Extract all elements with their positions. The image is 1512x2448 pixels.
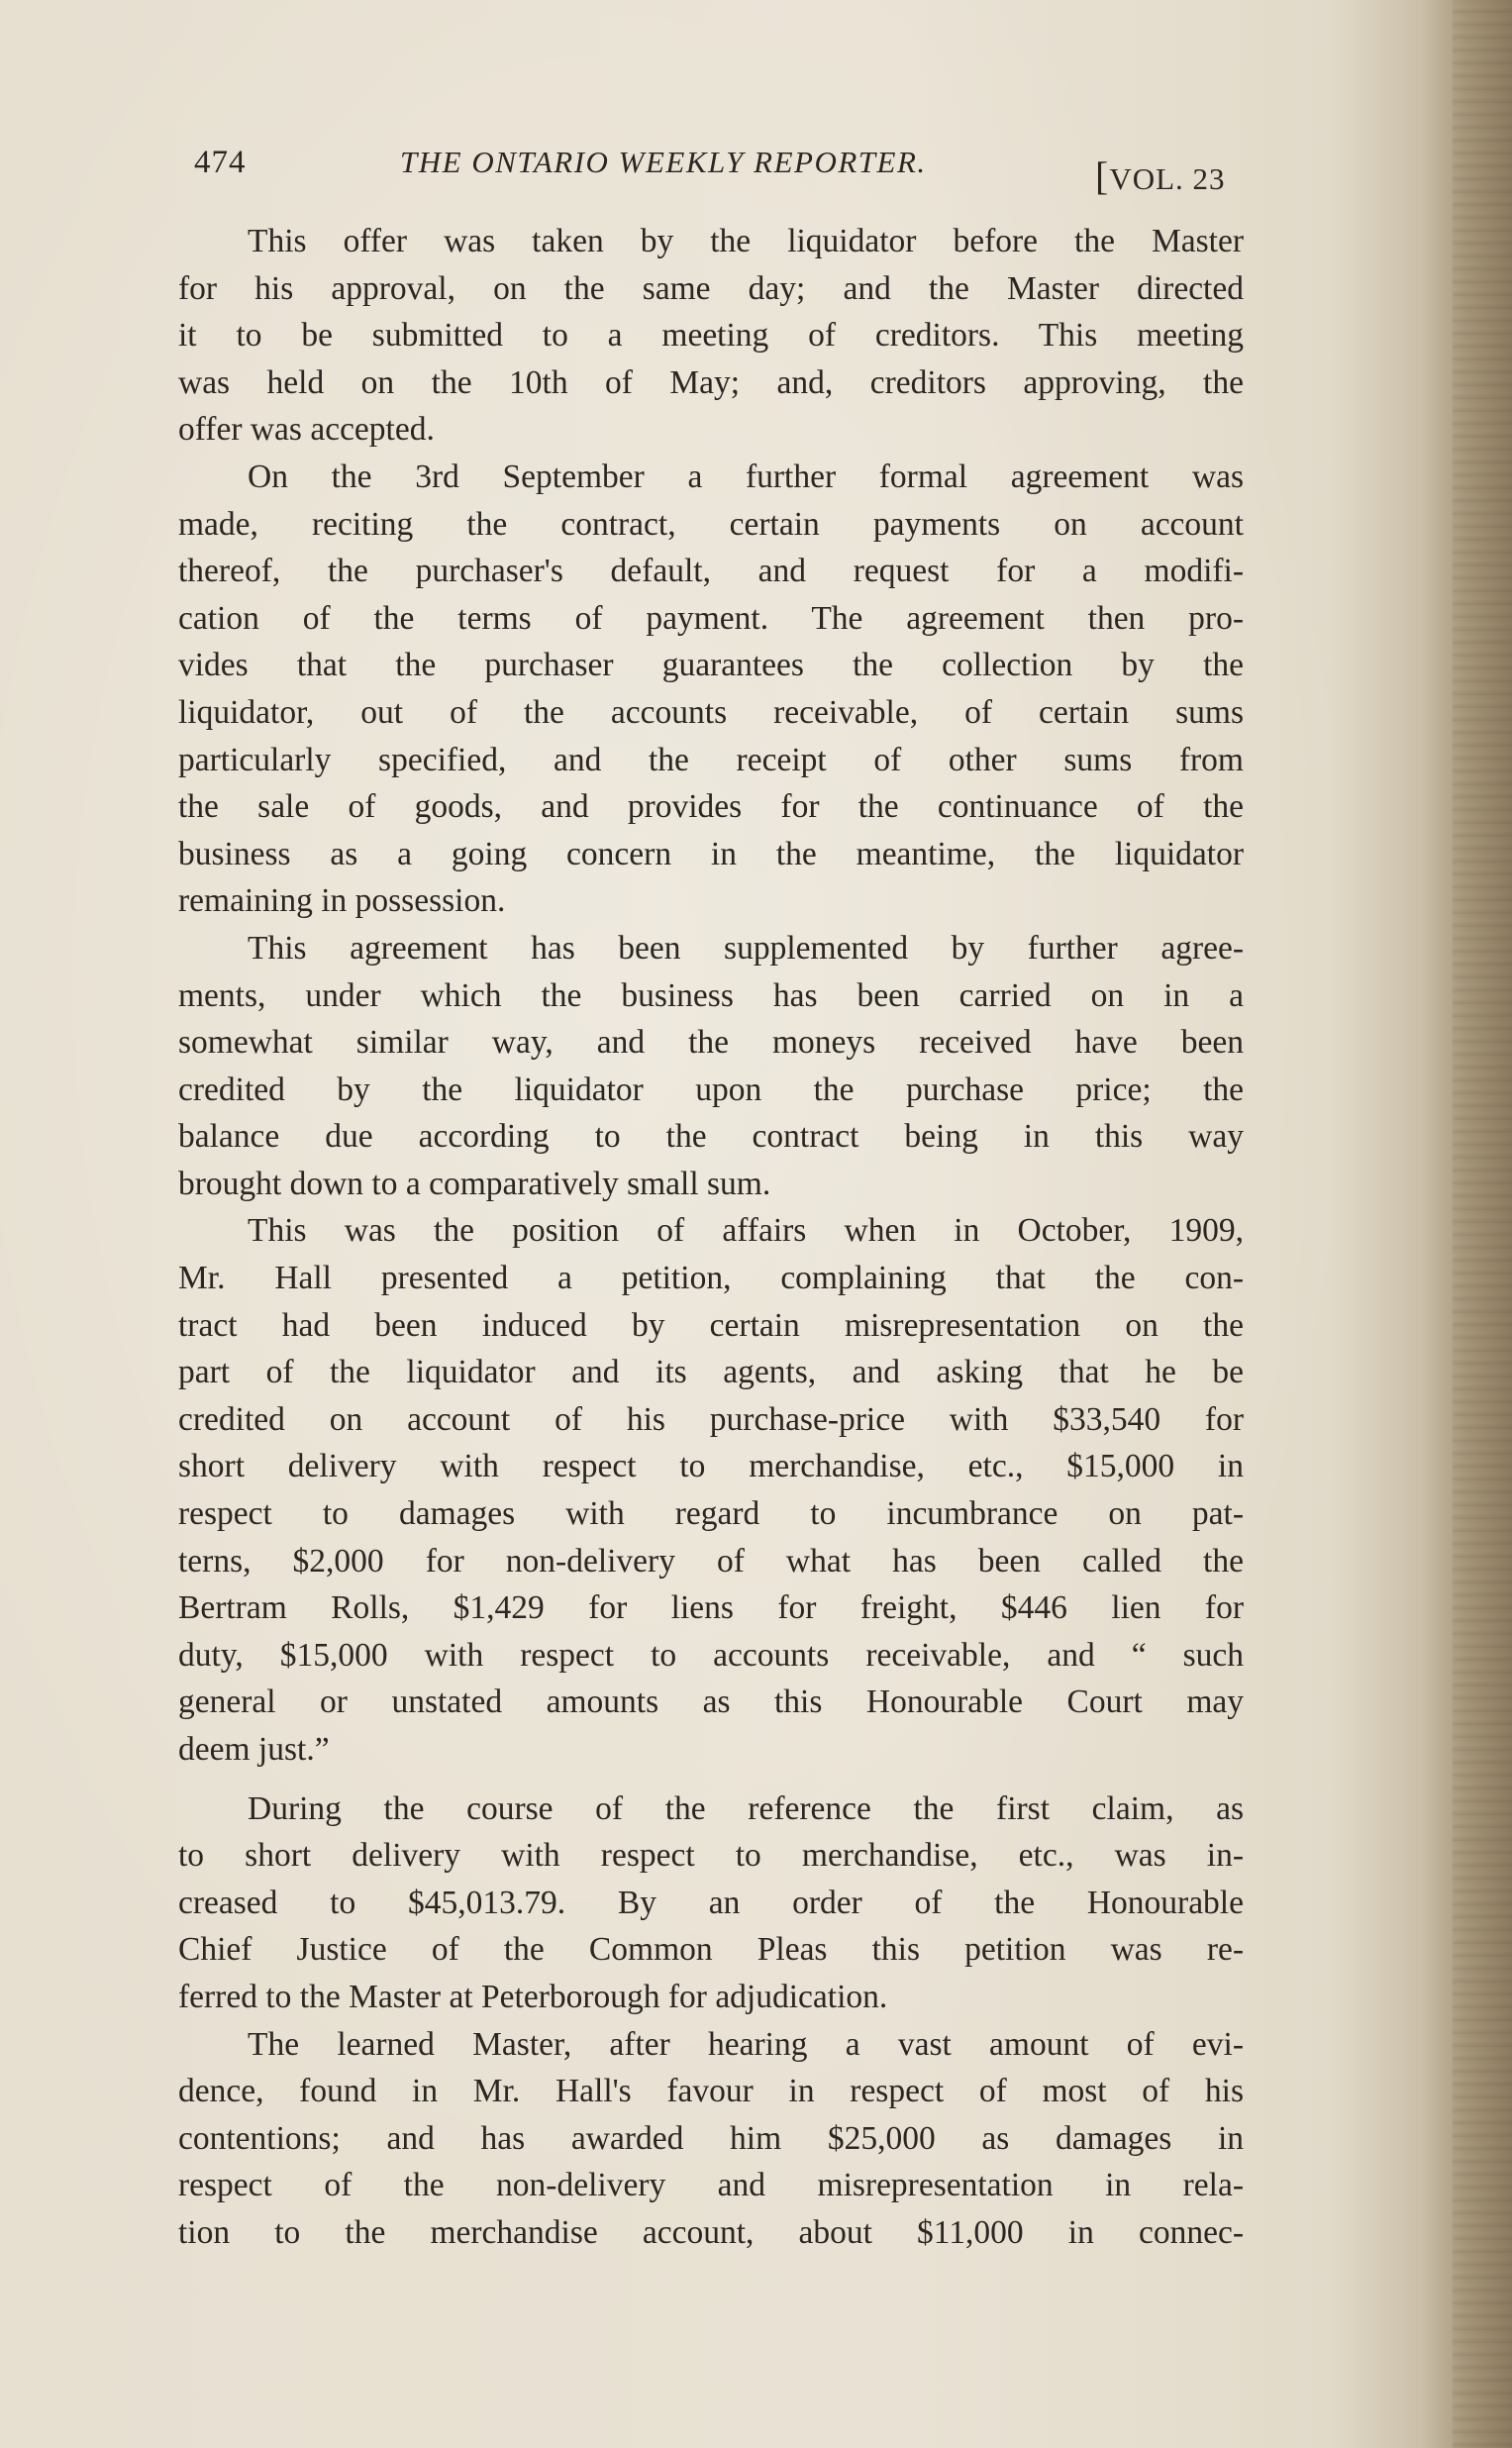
text-line: somewhat similar way, and the moneys received have been	[178, 1024, 1244, 1062]
text-line: for his approval, on the same day; and the Master directed	[178, 269, 1244, 307]
text-line: remaining in possession.	[178, 882, 506, 920]
text-line: the sale of goods, and provides for the continuance of the	[178, 788, 1244, 826]
text-line: particularly specified, and the receipt of other sums from	[178, 741, 1244, 778]
text-line: On the 3rd September a further formal agreement was	[248, 458, 1244, 495]
text-line: balance due according to the contract being in this way	[178, 1118, 1244, 1156]
text-line: offer was accepted.	[178, 411, 435, 449]
text-line: The learned Master, after hearing a vast amount of evi-	[248, 2025, 1244, 2063]
text-line: During the course of the reference the first claim, as	[248, 1789, 1244, 1827]
volume-bracket: [	[1095, 153, 1110, 198]
text-line: terns, $2,000 for non-delivery of what has been called the	[178, 1542, 1244, 1580]
text-line: made, reciting the contract, certain payments on account	[178, 505, 1244, 543]
text-line: tract had been induced by certain misrepresentation on the	[178, 1306, 1244, 1344]
text-line: to short delivery with respect to merchandise, etc., was in-	[178, 1837, 1244, 1875]
body-text	[178, 218, 1244, 2257]
text-line: contentions; and has awarded him $25,000 as damages in	[178, 2119, 1244, 2157]
text-line: cation of the terms of payment. The agreement then pro-	[178, 599, 1244, 637]
page-number: 474	[194, 145, 247, 180]
text-line: liquidator, out of the accounts receivable, of certain sums	[178, 693, 1244, 731]
text-line: respect of the non-delivery and misrepresentation in rela-	[178, 2167, 1244, 2204]
page-edge-shadow	[1453, 0, 1512, 2448]
text-line: Chief Justice of the Common Pleas this petition was re-	[178, 1931, 1244, 1969]
text-line: thereof, the purchaser's default, and request for a modifi-	[178, 553, 1244, 590]
running-title: THE ONTARIO WEEKLY REPORTER.	[400, 145, 927, 179]
text-line: business as a going concern in the meantime, the liquidator	[178, 835, 1244, 872]
text-line: This was the position of affairs when in October, 1909,	[248, 1212, 1244, 1250]
text-line: Mr. Hall presented a petition, complaining that the con-	[178, 1260, 1244, 1297]
text-line: short delivery with respect to merchandise, etc., $15,000 in	[178, 1448, 1244, 1485]
text-line: tion to the merchandise account, about $11,000 in connec-	[178, 2213, 1244, 2251]
text-line: creased to $45,013.79. By an order of the Honourable	[178, 1884, 1244, 1921]
paragraph-gap	[178, 1774, 1244, 1785]
text-line: respect to damages with regard to incumbrance on pat-	[178, 1495, 1244, 1533]
text-line: This offer was taken by the liquidator before the Master	[248, 223, 1244, 259]
running-header	[194, 145, 1242, 204]
text-line: vides that the purchaser guarantees the collection by the	[178, 647, 1244, 684]
text-line: brought down to a comparatively small sum.	[178, 1165, 771, 1202]
text-line: part of the liquidator and its agents, and asking that he be	[178, 1354, 1244, 1391]
text-line: credited by the liquidator upon the purchase price; the	[178, 1071, 1244, 1108]
volume-label	[1095, 153, 1226, 199]
text-line: ferred to the Master at Peterborough for adjudication.	[178, 1978, 888, 2015]
text-line: was held on the 10th of May; and, creditors approving, the	[178, 363, 1244, 401]
text-line: ments, under which the business has been carried on in a	[178, 976, 1244, 1014]
text-line: dence, found in Mr. Hall's favour in respect of most of his	[178, 2073, 1244, 2110]
text-line: duty, $15,000 with respect to accounts receivable, and “ such	[178, 1636, 1244, 1674]
volume-number: VOL. 23	[1109, 161, 1226, 196]
text-line: This agreement has been supplemented by further agree-	[248, 929, 1244, 967]
text-line: it to be submitted to a meeting of creditors. This meeting	[178, 317, 1244, 355]
text-line: credited on account of his purchase-price with $33,540 for	[178, 1400, 1244, 1438]
text-line: general or unstated amounts as this Honourable Court may	[178, 1683, 1244, 1721]
text-line: Bertram Rolls, $1,429 for liens for freight, $446 lien for	[178, 1589, 1244, 1627]
text-line: deem just.”	[178, 1731, 330, 1768]
